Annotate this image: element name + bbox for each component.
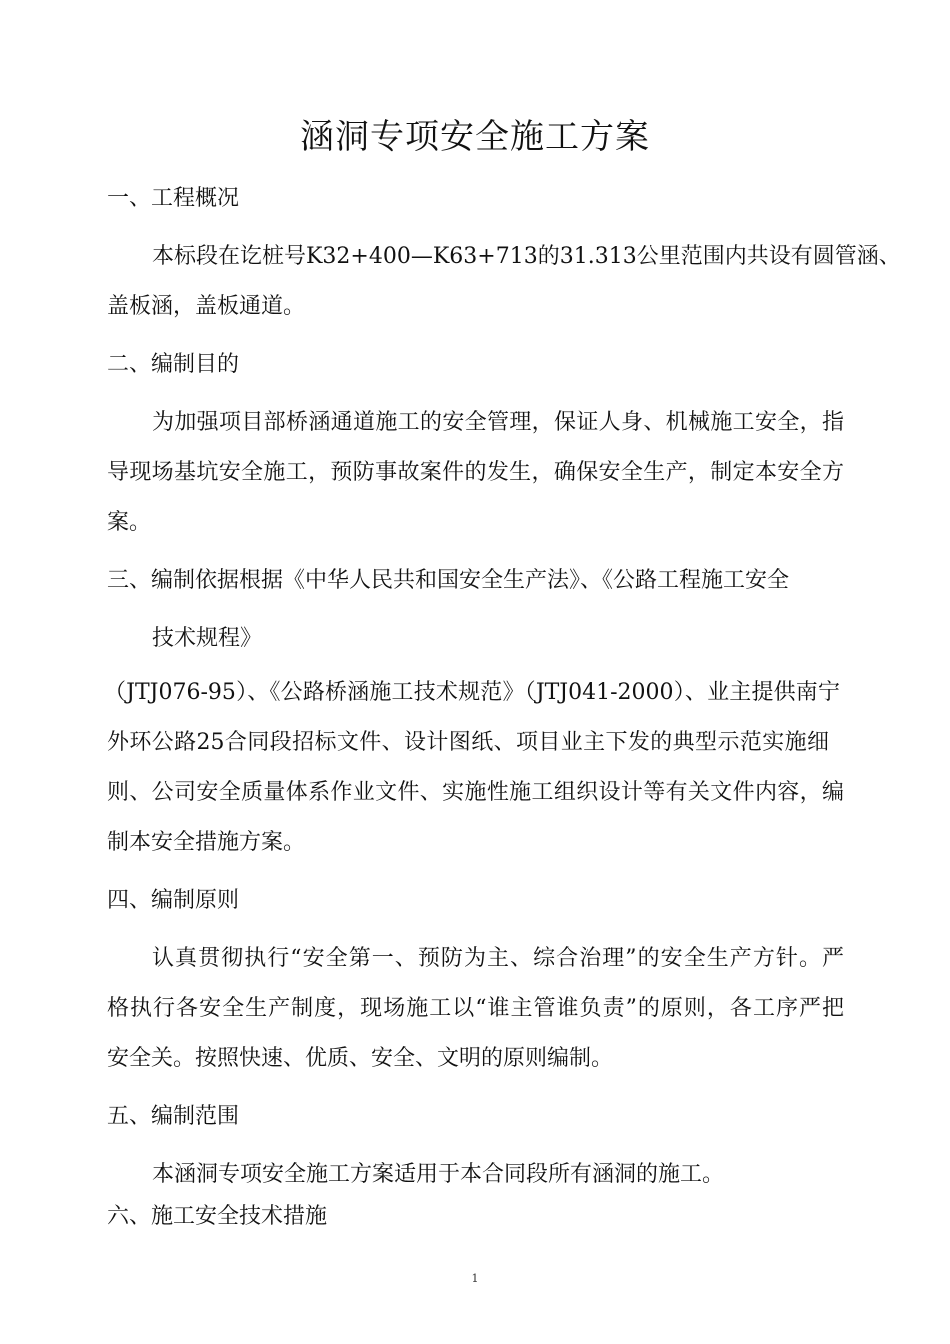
paragraph-line: 本涵洞专项安全施工方案适用于本合同段所有涵洞的施工。	[152, 1162, 725, 1187]
paragraph-line: 技术规程》	[152, 626, 263, 651]
section-heading-principles: 四、编制原则	[107, 888, 240, 913]
paragraph-line: 导现场基坑安全施工，预防事故案件的发生，确保安全生产，制定本安全方	[107, 460, 844, 485]
section-heading-purpose: 二、编制目的	[107, 352, 240, 377]
page-number: 1	[471, 1272, 479, 1285]
paragraph-line: 外环公路25合同段招标文件、设计图纸、项目业主下发的典型示范实施细	[107, 730, 829, 755]
section-heading-safety-measures: 六、施工安全技术措施	[107, 1204, 328, 1229]
paragraph-line: （JTJ076-95）、《公路桥涵施工技术规范》（JTJ041-2000）、业主提供南宁	[104, 680, 840, 705]
paragraph-line: 盖板涵，盖板通道。	[107, 294, 306, 319]
paragraph-line: 制本安全措施方案。	[107, 830, 306, 855]
section-heading-scope: 五、编制范围	[107, 1104, 240, 1129]
paragraph-line: 则、公司安全质量体系作业文件、实施性施工组织设计等有关文件内容，编	[107, 780, 844, 805]
paragraph-line: 案。	[107, 510, 152, 535]
paragraph-line: 安全关。按照快速、优质、安全、文明的原则编制。	[107, 1046, 614, 1071]
document-title: 涵洞专项安全施工方案	[300, 117, 650, 157]
paragraph-line: 认真贯彻执行“安全第一、预防为主、综合治理”的安全生产方针。严	[152, 946, 844, 971]
section-heading-basis: 三、编制依据根据《中华人民共和国安全生产法》、《公路工程施工安全	[107, 568, 790, 593]
section-heading-overview: 一、工程概况	[107, 186, 240, 211]
paragraph-line: 本标段在讫桩号K32+400—K63+713的31.313公里范围内共设有圆管涵、	[152, 244, 901, 269]
paragraph-line: 格执行各安全生产制度，现场施工以“谁主管谁负责”的原则，各工序严把	[107, 996, 844, 1021]
paragraph-line: 为加强项目部桥涵通道施工的安全管理，保证人身、机械施工安全，指	[152, 410, 844, 435]
